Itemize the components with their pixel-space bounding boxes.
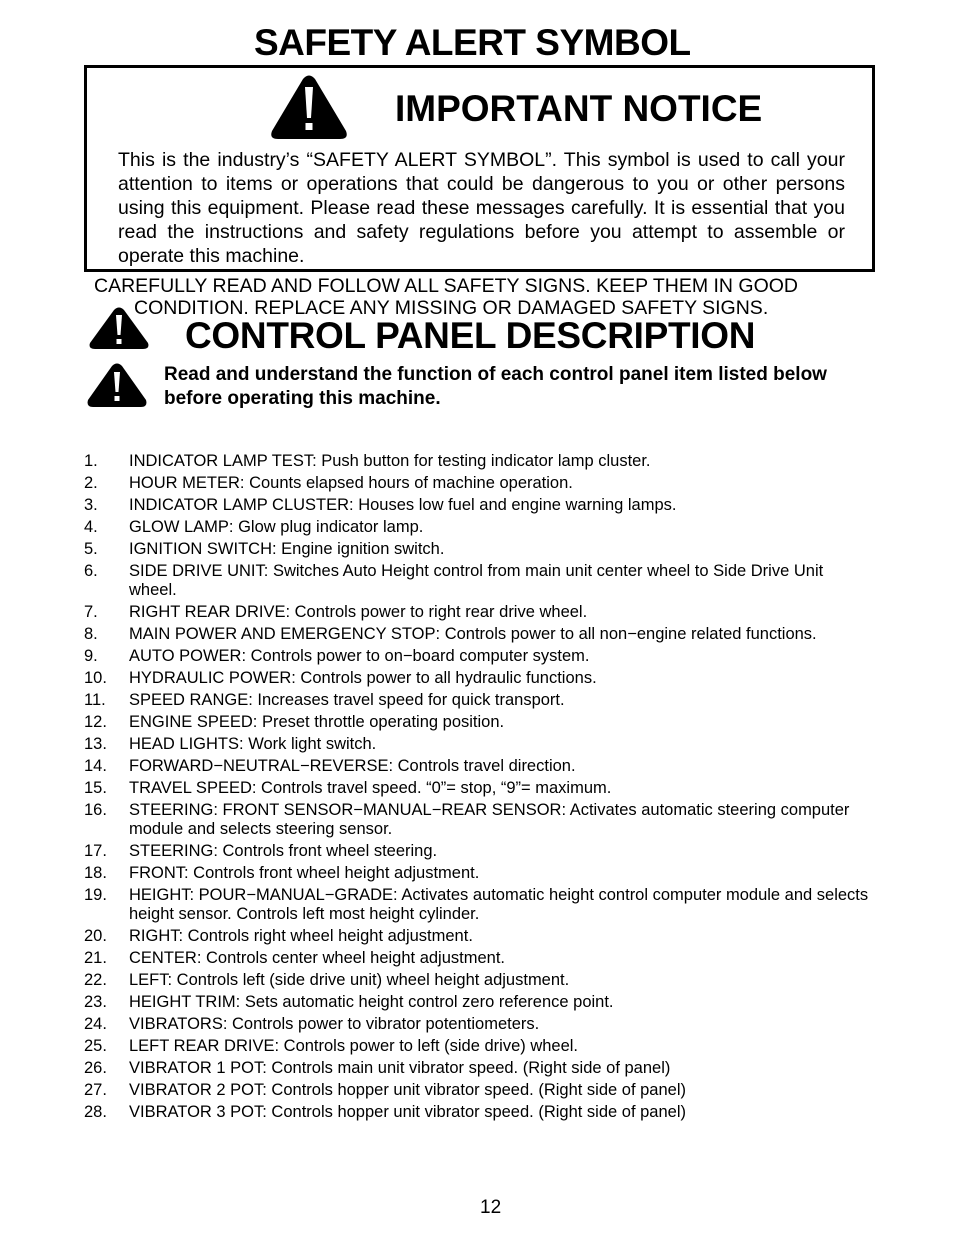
list-item: [84, 562, 874, 600]
page-number: 12: [480, 1197, 502, 1218]
list-item: [84, 540, 874, 559]
item-text: SIDE DRIVE UNIT: Switches Auto Height control from main unit center wheel to Side Drive Unit wheel.: [129, 562, 824, 599]
item-number: 23.: [84, 993, 107, 1011]
item-text: LEFT: Controls left (side drive unit) wheel height adjustment.: [129, 971, 570, 989]
item-text: INDICATOR LAMP TEST: Push button for testing indicator lamp cluster.: [129, 452, 651, 470]
item-text: HYDRAULIC POWER: Controls power to all hydraulic functions.: [129, 669, 597, 687]
item-text: CENTER: Controls center wheel height adjustment.: [129, 949, 506, 967]
warning-icon: [269, 73, 349, 141]
item-text: HEIGHT: POUR−MANUAL−GRADE: Activates automatic height control computer module and selects height sensor. Controls left most height cylinder.: [129, 886, 869, 923]
item-number: 7.: [84, 603, 98, 621]
item-number: 9.: [84, 647, 98, 665]
item-number: 11.: [84, 691, 106, 709]
item-number: 14.: [84, 757, 107, 775]
list-item: [84, 669, 874, 688]
item-number: 28.: [84, 1103, 107, 1121]
item-number: 2.: [84, 474, 98, 492]
list-item: [84, 1015, 874, 1034]
item-text: VIBRATORS: Controls power to vibrator potentiometers.: [129, 1015, 540, 1033]
list-item: [84, 603, 874, 622]
read-first-instruction: Read and understand the function of each control panel item listed below before operating this machine.: [164, 364, 827, 409]
item-text: VIBRATOR 1 POT: Controls main unit vibrator speed. (Right side of panel): [129, 1059, 671, 1077]
warning-icon: [88, 306, 150, 350]
item-number: 17.: [84, 842, 107, 860]
item-number: 1.: [84, 452, 98, 470]
important-notice-title: IMPORTANT NOTICE: [395, 88, 763, 129]
item-text: VIBRATOR 2 POT: Controls hopper unit vibrator speed. (Right side of panel): [129, 1081, 686, 1099]
item-text: AUTO POWER: Controls power to on−board computer system.: [129, 647, 590, 665]
list-item: [84, 842, 874, 861]
item-number: 6.: [84, 562, 98, 580]
item-number: 26.: [84, 1059, 107, 1077]
item-number: 4.: [84, 518, 98, 536]
item-number: 18.: [84, 864, 107, 882]
list-item: [84, 993, 874, 1012]
item-number: 3.: [84, 496, 98, 514]
list-item: [84, 864, 874, 883]
list-item: [84, 735, 874, 754]
list-item: [84, 801, 874, 839]
item-number: 13.: [84, 735, 107, 753]
item-text: INDICATOR LAMP CLUSTER: Houses low fuel and engine warning lamps.: [129, 496, 677, 514]
item-text: MAIN POWER AND EMERGENCY STOP: Controls power to all non−engine related functions.: [129, 625, 817, 643]
list-item: [84, 949, 874, 968]
list-item: [84, 886, 874, 924]
item-text: LEFT REAR DRIVE: Controls power to left (side drive) wheel.: [129, 1037, 579, 1055]
list-item: [84, 1037, 874, 1056]
list-item: [84, 757, 874, 776]
item-text: STEERING: FRONT SENSOR−MANUAL−REAR SENSOR: Activates automatic steering computer module and selects steering sensor.: [129, 801, 850, 838]
list-item: [84, 518, 874, 537]
item-text: HEIGHT TRIM: Sets automatic height control zero reference point.: [129, 993, 614, 1011]
list-item: [84, 474, 874, 493]
safety-alert-heading: SAFETY ALERT SYMBOL: [254, 22, 691, 63]
list-item: [84, 1059, 874, 1078]
safety-signs-line-2: CONDITION. REPLACE ANY MISSING OR DAMAGED SAFETY SIGNS.: [134, 297, 769, 319]
safety-signs-notice: [94, 275, 864, 319]
item-text: RIGHT: Controls right wheel height adjustment.: [129, 927, 473, 945]
item-text: STEERING: Controls front wheel steering.: [129, 842, 438, 860]
item-number: 20.: [84, 927, 107, 945]
important-notice-box: [84, 65, 875, 272]
list-item: [84, 496, 874, 515]
item-text: HOUR METER: Counts elapsed hours of machine operation.: [129, 474, 573, 492]
item-number: 12.: [84, 713, 107, 731]
item-text: FORWARD−NEUTRAL−REVERSE: Controls travel direction.: [129, 757, 576, 775]
list-item: [84, 452, 874, 471]
control-item-list: [84, 452, 874, 1125]
item-number: 8.: [84, 625, 98, 643]
item-number: 25.: [84, 1037, 107, 1055]
item-number: 16.: [84, 801, 107, 819]
list-item: [84, 779, 874, 798]
item-number: 10.: [84, 669, 107, 687]
item-number: 22.: [84, 971, 107, 989]
list-item: [84, 691, 874, 710]
item-text: SPEED RANGE: Increases travel speed for quick transport.: [129, 691, 565, 709]
warning-icon: [86, 362, 148, 408]
list-item: [84, 625, 874, 644]
item-text: VIBRATOR 3 POT: Controls hopper unit vibrator speed. (Right side of panel): [129, 1103, 686, 1121]
list-item: [84, 713, 874, 732]
item-number: 5.: [84, 540, 98, 558]
control-panel-heading: CONTROL PANEL DESCRIPTION: [185, 315, 756, 356]
list-item: [84, 971, 874, 990]
item-text: TRAVEL SPEED: Controls travel speed. “0”= stop, “9”= maximum.: [129, 779, 612, 797]
item-number: 27.: [84, 1081, 107, 1099]
list-item: [84, 1081, 874, 1100]
list-item: [84, 1103, 874, 1122]
item-number: 19.: [84, 886, 107, 904]
item-number: 15.: [84, 779, 107, 797]
list-item: [84, 927, 874, 946]
list-item: [84, 647, 874, 666]
safety-signs-line-1: CAREFULLY READ AND FOLLOW ALL SAFETY SIGNS. KEEP THEM IN GOOD: [94, 275, 798, 297]
item-number: 21.: [84, 949, 107, 967]
item-text: GLOW LAMP: Glow plug indicator lamp.: [129, 518, 424, 536]
notice-body-text: This is the industry’s “SAFETY ALERT SYMBOL”. This symbol is used to call your attention to items or operations that could be dangerous to you or other persons using this equipment. Please read these messages carefully. It is essential that you read the instructions and safety regulations before you attempt to assemble or operate this machine.: [118, 149, 845, 267]
item-text: ENGINE SPEED: Preset throttle operating position.: [129, 713, 505, 731]
item-number: 24.: [84, 1015, 107, 1033]
item-text: HEAD LIGHTS: Work light switch.: [129, 735, 377, 753]
item-text: FRONT: Controls front wheel height adjustment.: [129, 864, 480, 882]
item-text: RIGHT REAR DRIVE: Controls power to right rear drive wheel.: [129, 603, 588, 621]
item-text: IGNITION SWITCH: Engine ignition switch.: [129, 540, 445, 558]
